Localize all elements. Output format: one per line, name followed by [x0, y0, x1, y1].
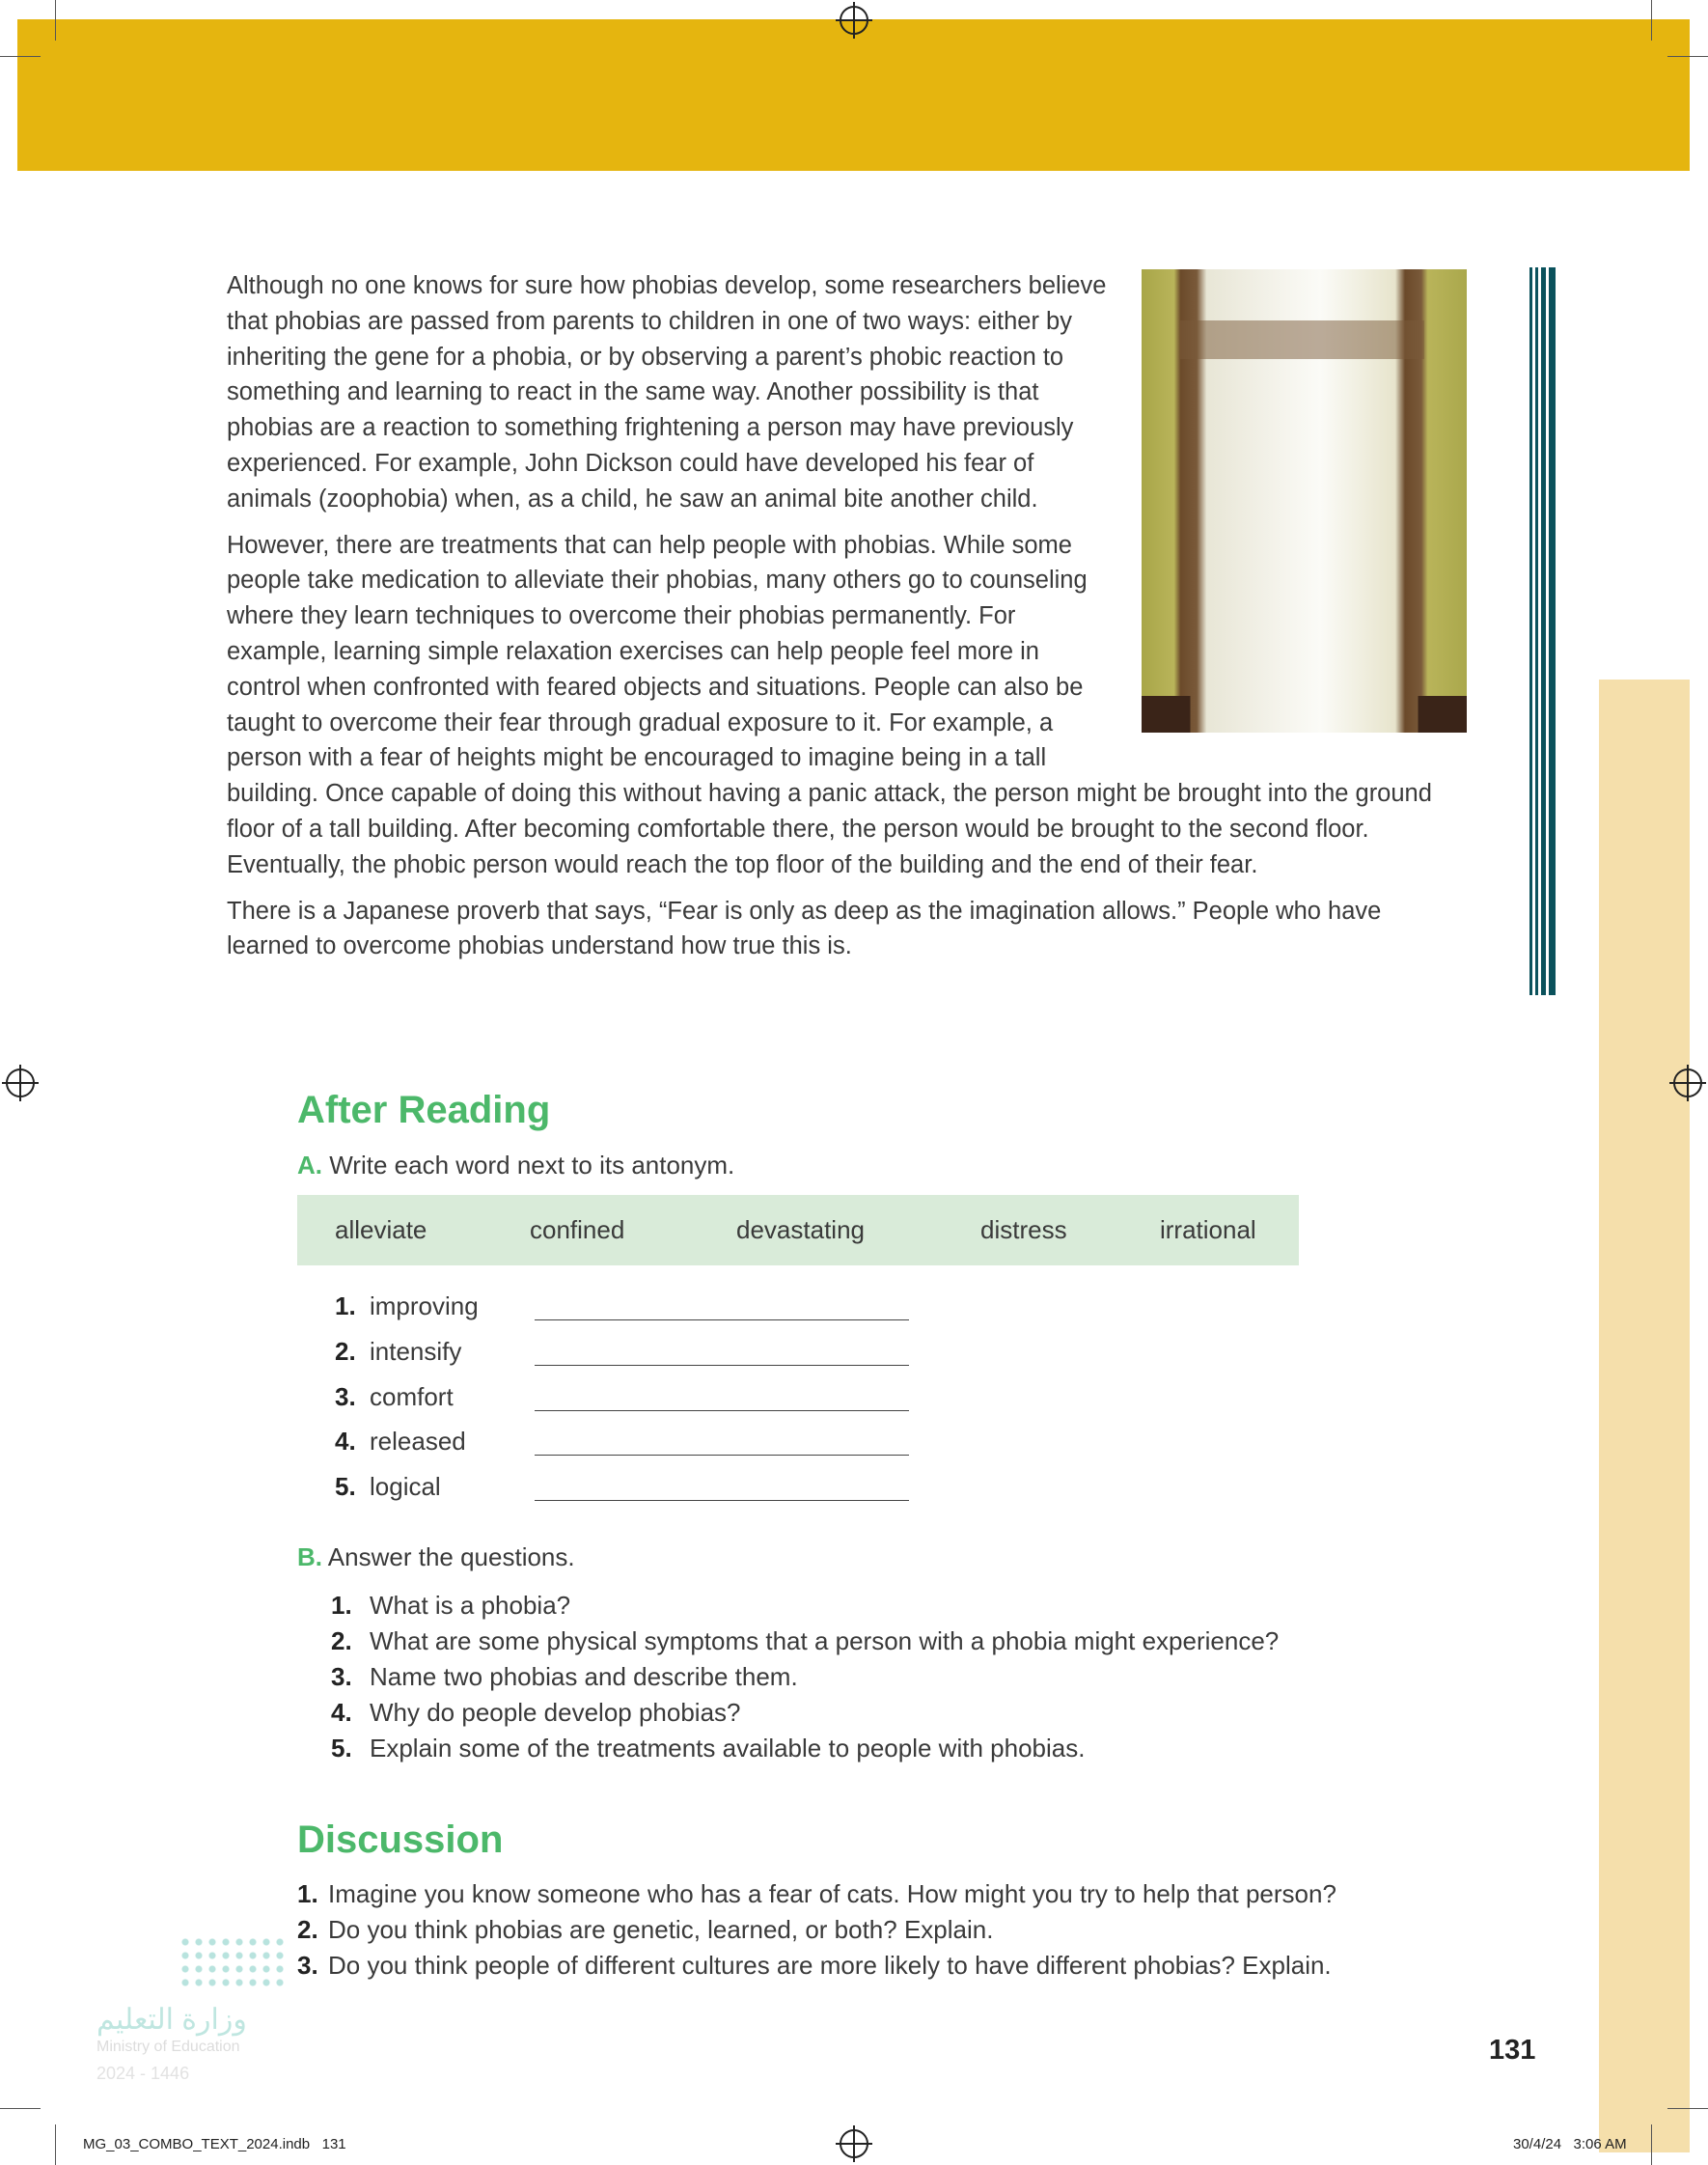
instruction-text: Write each word next to its antonym.: [329, 1151, 735, 1180]
antonym-item: [335, 1291, 479, 1326]
question: [331, 1698, 741, 1728]
question: [331, 1734, 1085, 1763]
crop-mark: [1667, 56, 1708, 57]
crop-mark: [1667, 2108, 1708, 2109]
crop-mark: [1651, 2124, 1652, 2165]
answer-blank[interactable]: [535, 1365, 909, 1366]
question-number: 3.: [331, 1662, 352, 1691]
item-word: comfort: [370, 1382, 454, 1411]
question-number: 5.: [331, 1734, 352, 1763]
discussion-item: [297, 1915, 993, 1945]
section-b-label: B.: [297, 1542, 322, 1571]
item-number: 3.: [297, 1951, 318, 1980]
item-text: Do you think people of different cultures are more likely to have different phobias? Explain.: [328, 1951, 1332, 1980]
paragraph: There is a Japanese proverb that says, “Fear is only as deep as the imagination allows.” People who have learned to overcome phobias understand how true this is.: [227, 897, 1382, 960]
ministry-watermark-english: Ministry of Education: [96, 2039, 240, 2055]
answer-blank[interactable]: [535, 1319, 909, 1320]
registration-mark-icon: [840, 6, 868, 35]
page-number: 131: [1489, 2035, 1536, 2066]
registration-mark-icon: [840, 2129, 868, 2158]
question-text: Why do people develop phobias?: [370, 1698, 741, 1727]
antonym-item: [335, 1427, 466, 1461]
word-bank-item: irrational: [1160, 1215, 1256, 1244]
crop-mark: [0, 2108, 41, 2109]
word-bank-item: devastating: [736, 1215, 865, 1244]
crop-mark: [55, 0, 56, 41]
answer-blank[interactable]: [535, 1500, 909, 1501]
registration-mark-icon: [1673, 1069, 1702, 1097]
section-a-instruction: [297, 1151, 734, 1180]
question-text: Name two phobias and describe them.: [370, 1662, 798, 1691]
answer-blank[interactable]: [535, 1410, 909, 1411]
question-text: What are some physical symptoms that a person with a phobia might experience?: [370, 1626, 1280, 1655]
paragraph: However, there are treatments that can help people with phobias. While some people take medication to alleviate their phobias, many others go to counseling where they learn techniques to overcome their phobias permanently. For example, learning simple relaxation exercises can help people feel more in control when confronted with feared objects and situations. People can also be taught to overcome their fear through gradual exposure to it. For example, a person with a fear of heights might be encouraged to imagine being in a tall building. Once capable of doing this without having a panic attack, the person might be brought into the ground floor of a tall building. After becoming comfortable there, the person would be brought to the second floor. Eventually, the phobic person would reach the top floor of the building and the end of their fear.: [227, 531, 1432, 878]
crop-mark: [1651, 0, 1652, 41]
discussion-item: [297, 1879, 1336, 1909]
ministry-logo-dots: [179, 1935, 287, 1988]
discussion-item: [297, 1951, 1332, 1981]
ministry-watermark-arabic: وزارة التعليم: [96, 2004, 247, 2036]
paragraph: Although no one knows for sure how phobias develop, some researchers believe that phobias are passed from parents to children in one of two ways: either by inheriting the gene for a phobia, or by observing a parent’s phobic reaction to something and learning to react in the same way. Another possibility is that phobias are a reaction to something frightening a person may have previously experienced. For example, John Dickson could have developed his fear of animals (zoophobia) when, as a child, he saw an animal bite another child.: [227, 272, 1107, 513]
registration-mark-icon: [6, 1069, 35, 1097]
item-word: improving: [370, 1291, 479, 1320]
item-number: 1.: [335, 1291, 356, 1320]
word-bank-item: distress: [980, 1215, 1067, 1244]
item-word: logical: [370, 1472, 441, 1501]
header-band: [17, 19, 1690, 171]
item-word: released: [370, 1427, 466, 1456]
item-text: Imagine you know someone who has a fear of cats. How might you try to help that person?: [328, 1879, 1336, 1908]
question: [331, 1662, 798, 1692]
item-number: 2.: [297, 1915, 318, 1944]
answer-blank[interactable]: [535, 1455, 909, 1456]
instruction-text: Answer the questions.: [327, 1542, 575, 1571]
question-number: 4.: [331, 1698, 352, 1727]
item-number: 5.: [335, 1472, 356, 1501]
antonym-item: [335, 1472, 441, 1507]
section-a-label: A.: [297, 1151, 322, 1180]
decorative-stripes: [1529, 267, 1556, 995]
antonym-item: [335, 1337, 461, 1372]
question-number: 1.: [331, 1591, 352, 1620]
section-b-instruction: [297, 1542, 575, 1572]
item-number: 3.: [335, 1382, 356, 1411]
item-number: 1.: [297, 1879, 318, 1908]
footer-file: MG_03_COMBO_TEXT_2024.indb 131: [83, 2136, 346, 2152]
crop-mark: [0, 56, 41, 57]
word-bank-item: alleviate: [335, 1215, 427, 1244]
crop-mark: [55, 2124, 56, 2165]
reading-passage: [227, 268, 1467, 975]
after-reading-heading: After Reading: [297, 1089, 551, 1131]
antonym-item: [335, 1382, 454, 1417]
footer-date: 30/4/24 3:06 AM: [1513, 2136, 1627, 2152]
side-margin-band: [1599, 680, 1690, 2152]
question-text: Explain some of the treatments available to people with phobias.: [370, 1734, 1086, 1763]
elevator-photo: [1142, 269, 1467, 733]
discussion-heading: Discussion: [297, 1818, 504, 1861]
word-bank: [297, 1195, 1299, 1265]
question-text: What is a phobia?: [370, 1591, 571, 1620]
word-bank-item: confined: [530, 1215, 625, 1244]
ministry-watermark-years: 2024 - 1446: [96, 2064, 190, 2083]
item-word: intensify: [370, 1337, 462, 1366]
question: [331, 1626, 1279, 1656]
question: [331, 1591, 570, 1621]
item-number: 2.: [335, 1337, 356, 1366]
item-text: Do you think phobias are genetic, learned, or both? Explain.: [328, 1915, 994, 1944]
question-number: 2.: [331, 1626, 352, 1655]
item-number: 4.: [335, 1427, 356, 1456]
